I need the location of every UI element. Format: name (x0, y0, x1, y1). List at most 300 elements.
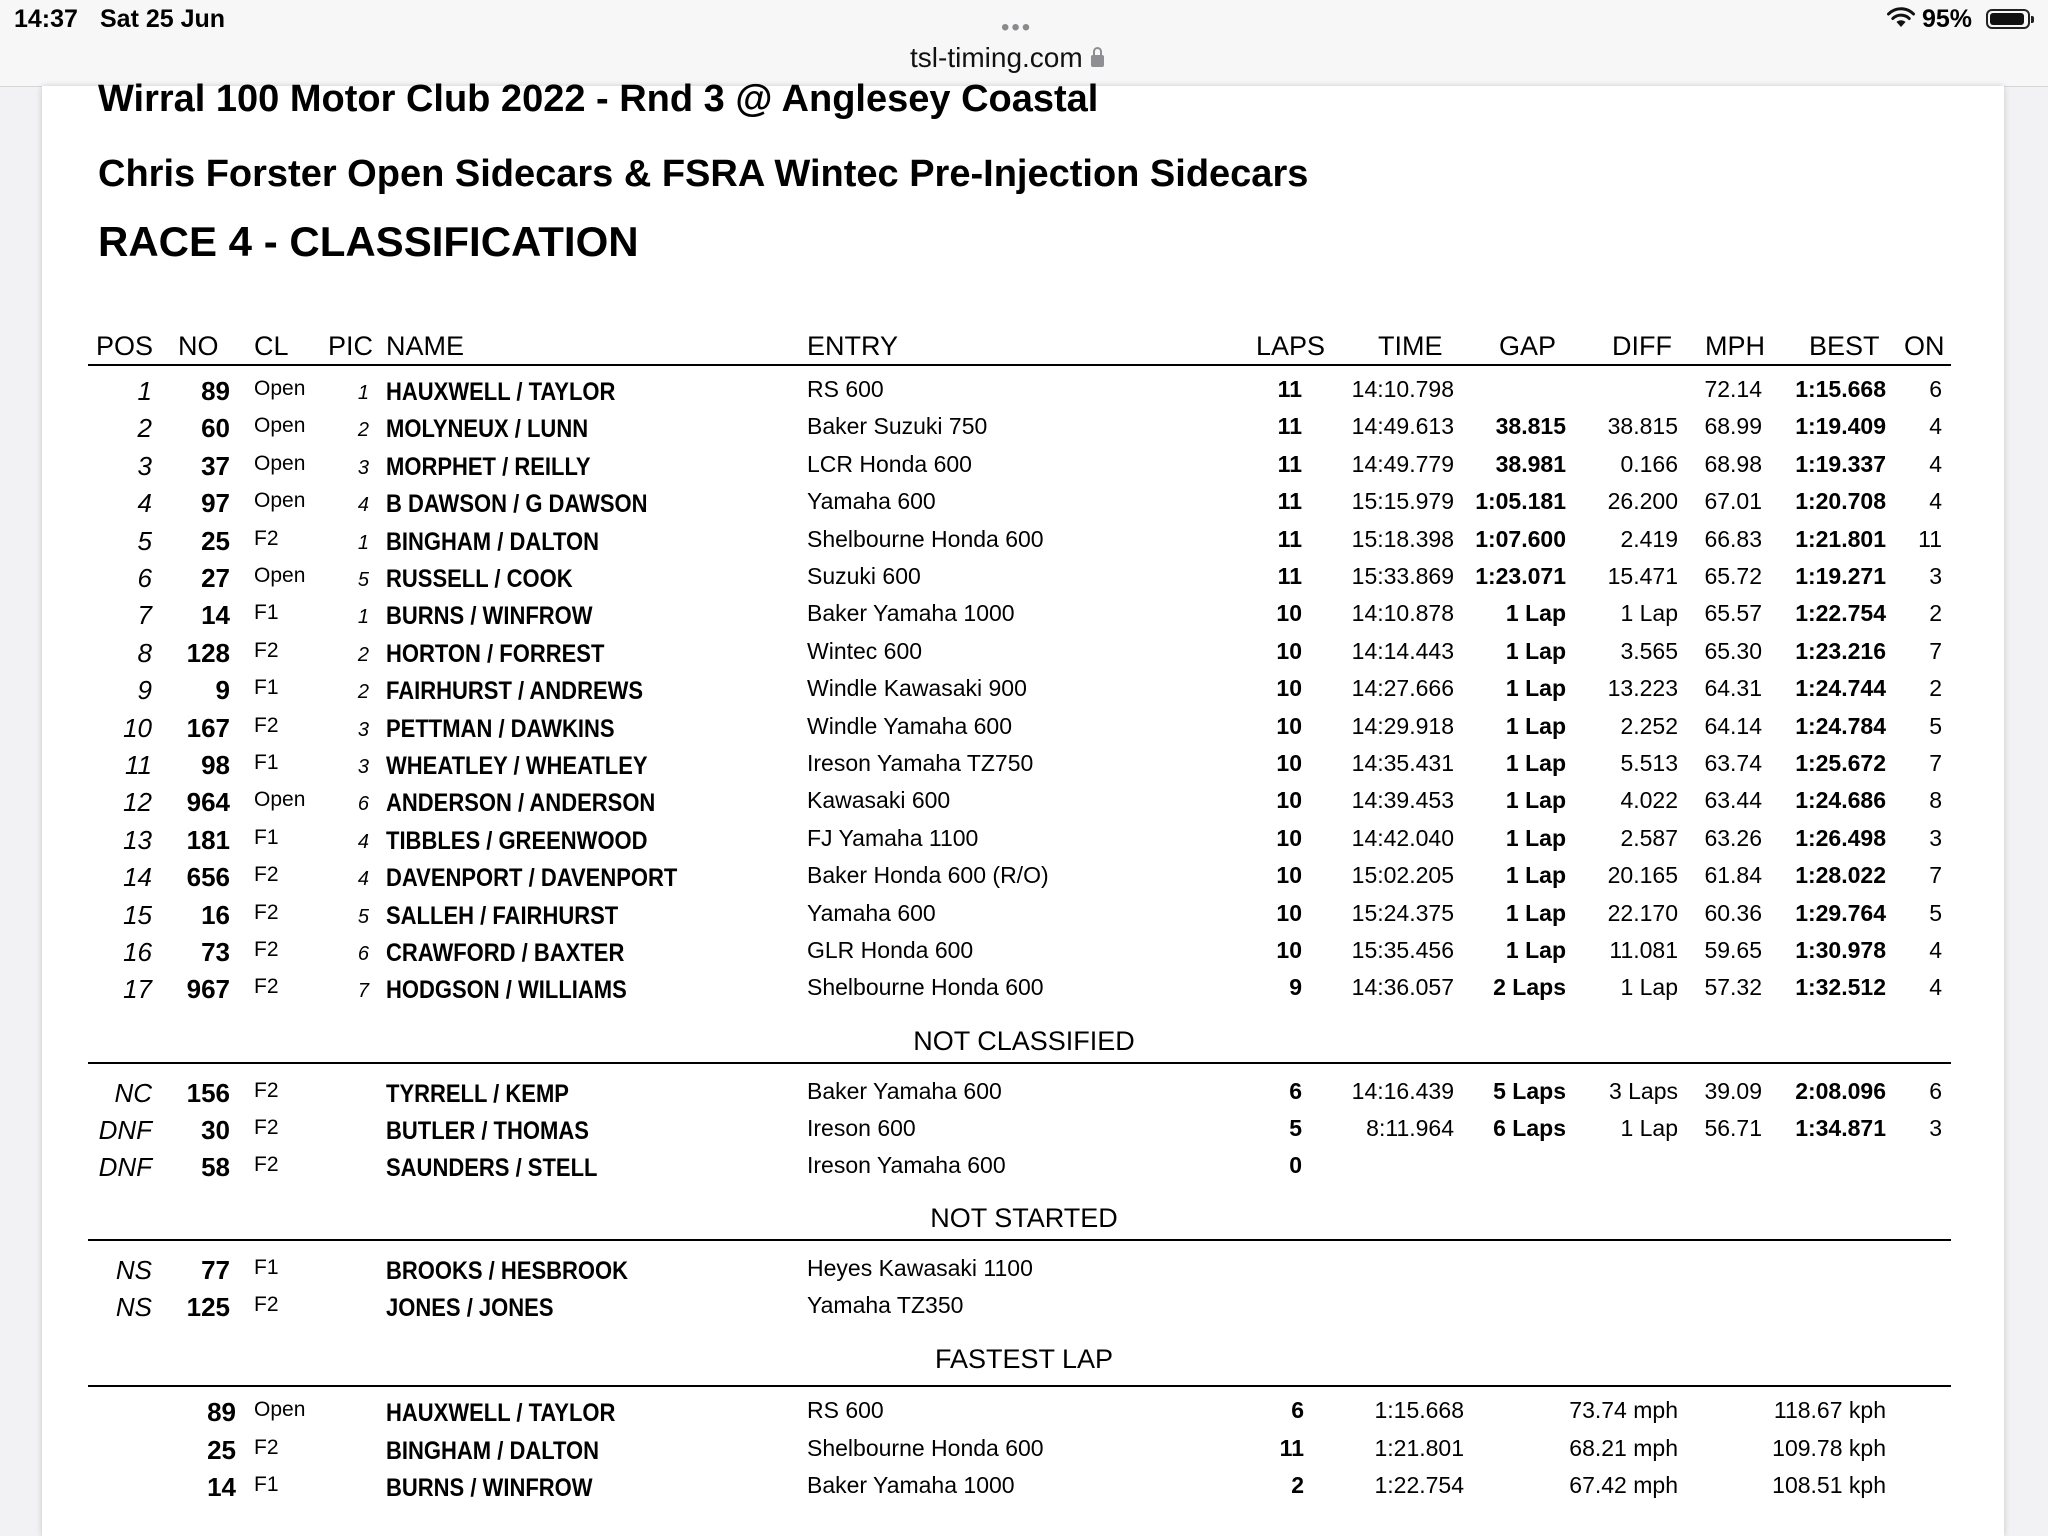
table-row (0, 713, 2048, 750)
cell-mph: 59.65 (1704, 937, 1762, 963)
cell-name: BUTLER / THOMAS (386, 1117, 589, 1146)
cell-time: 14:29.918 (1351, 712, 1454, 739)
cell-mph: 63.74 (1704, 750, 1762, 776)
cell-entry: Kawasaki 600 (807, 787, 951, 814)
cell-time: 14:42.040 (1351, 824, 1454, 851)
cell-on: 3 (1929, 563, 1942, 589)
cell-best: 1:30.978 (1795, 937, 1886, 963)
cell-pos: 5 (137, 525, 152, 556)
cell-cl: F2 (254, 638, 279, 662)
cell-pic: 4 (357, 830, 369, 853)
cell-entry: Ireson 600 (807, 1115, 916, 1142)
cell-best: 1:28.022 (1795, 862, 1886, 889)
url-text: tsl-timing.com (910, 42, 1083, 73)
col-header-best: BEST (1809, 331, 1880, 361)
cell-mph: 67.01 (1704, 488, 1762, 515)
cell-on: 4 (1929, 413, 1942, 440)
cell-mph: 64.31 (1704, 675, 1762, 702)
table-row (0, 563, 2048, 600)
cell-best: 1:19.271 (1795, 563, 1886, 589)
cell-mph: 39.09 (1704, 1078, 1762, 1104)
cell-no: 89 (201, 376, 230, 406)
cell-entry: GLR Honda 600 (807, 937, 974, 963)
table-row (0, 638, 2048, 675)
cell-pic: 3 (357, 756, 369, 778)
col-header-on: ON (1904, 331, 1945, 361)
cell-entry: Ireson Yamaha 600 (807, 1152, 1006, 1179)
cell-best: 1:15.668 (1795, 376, 1886, 402)
cell-mph: 65.30 (1704, 637, 1762, 664)
cell-pos: 3 (137, 450, 152, 481)
cell-mph: 63.26 (1704, 824, 1762, 851)
cell-diff: 5.513 (1620, 750, 1678, 776)
cell-mph: 65.57 (1704, 600, 1762, 627)
cell-cl: F1 (254, 825, 279, 849)
cell-laps: 10 (1276, 824, 1302, 851)
cell-on: 2 (1929, 675, 1942, 702)
table-row (0, 862, 2048, 899)
cell-best: 1:24.686 (1795, 787, 1886, 814)
battery-percent: 95% (1922, 5, 1973, 33)
status-date: Sat 25 Jun (100, 5, 226, 33)
cell-no: 656 (186, 862, 230, 893)
cell-name: DAVENPORT / DAVENPORT (386, 864, 678, 893)
cell-name: SALLEH / FAIRHURST (386, 901, 619, 930)
cell-on: 6 (1929, 376, 1942, 402)
cell-pos: 4 (137, 488, 152, 519)
cell-name: ANDERSON / ANDERSON (386, 789, 656, 818)
race-heading: RACE 4 - CLASSIFICATION (98, 218, 639, 265)
cell-entry: Wintec 600 (807, 637, 923, 664)
cell-name: SAUNDERS / STELL (386, 1154, 598, 1183)
cell-on: 7 (1929, 862, 1942, 889)
cell-time: 15:15.979 (1351, 488, 1454, 515)
cell-cl: F2 (254, 1153, 279, 1177)
cell-mph: 56.71 (1704, 1115, 1762, 1142)
cell-pic: 5 (357, 905, 369, 928)
cell-cl: Open (254, 377, 306, 400)
cell-time: 14:10.798 (1351, 376, 1454, 402)
cell-kph: 108.51 kph (1772, 1472, 1886, 1498)
section-fastest-lap: FASTEST LAP (934, 1344, 1114, 1374)
cell-on: 5 (1929, 712, 1942, 739)
cell-pos: NC (114, 1078, 152, 1108)
cell-time: 15:35.456 (1351, 937, 1454, 963)
cell-lap: 6 (1291, 1397, 1304, 1423)
cell-entry: Shelbourne Honda 600 (807, 974, 1044, 1001)
cell-pic: 1 (357, 382, 369, 404)
table-row (0, 413, 2048, 450)
cell-time: 15:33.869 (1351, 563, 1454, 589)
cell-diff: 1 Lap (1620, 1115, 1678, 1142)
section-not-classified: NOT CLASSIFIED (913, 1026, 1135, 1056)
cell-time: 15:18.398 (1351, 525, 1454, 552)
cell-no: 37 (201, 450, 230, 481)
cell-name: JONES / JONES (386, 1294, 554, 1322)
cell-on: 3 (1929, 1115, 1942, 1142)
not-started-rule (88, 1239, 1951, 1241)
cell-laps: 11 (1277, 450, 1302, 477)
cell-gap: 1 Lap (1505, 937, 1566, 963)
cell-gap: 1 Lap (1505, 750, 1566, 776)
cell-time: 14:27.666 (1351, 675, 1454, 702)
cell-time: 14:35.431 (1351, 750, 1454, 776)
header-rule (88, 364, 1951, 366)
cell-gap: 1:07.600 (1475, 525, 1566, 552)
cell-name: PETTMAN / DAWKINS (386, 714, 615, 743)
cell-pic: 4 (357, 868, 369, 891)
cell-time: 15:02.205 (1351, 862, 1454, 889)
cell-laps: 10 (1276, 637, 1302, 664)
status-time: 14:37 (14, 5, 78, 33)
cell-no: 181 (186, 824, 230, 855)
cell-on: 5 (1929, 899, 1942, 926)
cell-pos: 1 (137, 376, 152, 406)
cell-laps: 11 (1277, 525, 1302, 552)
cell-diff: 26.200 (1607, 488, 1678, 515)
cell-entry: Windle Kawasaki 900 (807, 675, 1027, 702)
cell-best: 1:24.744 (1795, 675, 1886, 702)
cell-pos: 11 (125, 750, 152, 780)
cell-cl: F2 (254, 1435, 279, 1459)
table-row (0, 1115, 2048, 1152)
cell-no: 58 (201, 1152, 230, 1183)
event-subtitle: Chris Forster Open Sidecars & FSRA Wintec Pre-Injection Sidecars (98, 153, 1309, 195)
cell-diff: 3.565 (1620, 637, 1678, 664)
cell-diff: 20.165 (1607, 862, 1678, 889)
table-row (0, 1292, 2048, 1329)
col-header-cl: CL (254, 331, 289, 361)
cell-best: 1:19.337 (1795, 450, 1886, 477)
cell-gap: 6 Laps (1493, 1115, 1566, 1142)
cell-gap: 38.815 (1495, 413, 1566, 440)
cell-mph: 68.99 (1704, 413, 1762, 440)
cell-time: 8:11.964 (1366, 1115, 1454, 1142)
cell-diff: 2.252 (1620, 712, 1678, 739)
cell-entry: LCR Honda 600 (807, 450, 972, 477)
cell-entry: RS 600 (807, 1397, 884, 1423)
cell-cl: Open (254, 788, 306, 812)
cell-entry: Yamaha TZ350 (807, 1292, 964, 1318)
table-row (0, 1255, 2048, 1292)
cell-time: 1:21.801 (1374, 1434, 1464, 1461)
cell-pos: 8 (137, 637, 152, 668)
cell-diff: 4.022 (1620, 787, 1678, 814)
cell-name: RUSSELL / COOK (386, 565, 573, 593)
cell-diff: 22.170 (1607, 899, 1678, 926)
cell-entry: Windle Yamaha 600 (807, 712, 1013, 739)
cell-time: 1:22.754 (1374, 1472, 1464, 1498)
cell-best: 2:08.096 (1795, 1078, 1886, 1104)
cell-lap: 11 (1279, 1434, 1304, 1461)
cell-name: BROOKS / HESBROOK (386, 1257, 629, 1285)
cell-kph: 118.67 kph (1773, 1397, 1886, 1423)
cell-pos: DNF (98, 1115, 152, 1146)
cell-pic: 2 (357, 681, 369, 704)
cell-laps: 10 (1276, 937, 1302, 963)
cell-cl: Open (254, 1398, 306, 1421)
cell-pos: 12 (123, 787, 152, 818)
cell-time: 14:16.439 (1351, 1078, 1454, 1104)
cell-no: 25 (201, 525, 230, 556)
cell-pic: 1 (357, 531, 369, 554)
cell-time: 14:14.443 (1351, 637, 1454, 664)
cell-no: 73 (201, 937, 230, 967)
cell-best: 1:23.216 (1795, 637, 1886, 664)
section-not-started: NOT STARTED (930, 1203, 1118, 1233)
cell-no: 9 (215, 675, 230, 706)
cell-diff: 2.587 (1620, 824, 1678, 851)
cell-on: 7 (1929, 750, 1942, 776)
table-row (0, 526, 2048, 563)
cell-entry: Yamaha 600 (807, 488, 936, 515)
cell-best: 1:24.784 (1795, 712, 1886, 739)
cell-pos: 17 (123, 974, 152, 1005)
cell-pic: 2 (357, 419, 369, 442)
cell-pic: 7 (357, 980, 369, 1003)
cell-best: 1:20.708 (1795, 488, 1886, 515)
table-row (0, 900, 2048, 937)
event-title: Wirral 100 Motor Club 2022 - Rnd 3 @ Anglesey Coastal (98, 78, 1099, 120)
cell-mph: 68.21 mph (1569, 1434, 1678, 1461)
cell-laps: 11 (1277, 376, 1302, 402)
cell-diff: 38.815 (1607, 413, 1678, 440)
cell-gap: 5 Laps (1493, 1078, 1566, 1104)
cell-diff: 13.223 (1607, 675, 1678, 702)
cell-on: 7 (1929, 637, 1942, 664)
cell-gap: 1 Lap (1505, 637, 1566, 664)
cell-mph: 61.84 (1704, 862, 1762, 889)
cell-laps: 10 (1276, 862, 1302, 889)
cell-pos: 6 (137, 563, 152, 593)
cell-entry: Yamaha 600 (807, 899, 936, 926)
cell-on: 4 (1929, 937, 1942, 963)
cell-cl: F2 (254, 938, 279, 961)
fastest-lap-row (0, 1472, 2048, 1509)
table-row (0, 974, 2048, 1011)
cell-pos: 13 (123, 824, 152, 855)
cell-name: MOLYNEUX / LUNN (386, 415, 589, 444)
cell-cl: F2 (254, 526, 279, 550)
cell-cl: F2 (254, 900, 279, 924)
cell-pos: NS (115, 1255, 152, 1285)
cell-pic: 2 (357, 643, 369, 666)
cell-laps: 11 (1277, 413, 1302, 440)
cell-no: 98 (201, 750, 230, 780)
cell-no: 77 (201, 1255, 230, 1285)
cell-cl: Open (254, 489, 306, 513)
cell-cl: Open (254, 564, 306, 587)
cell-diff: 1 Lap (1620, 974, 1678, 1001)
cell-name: BINGHAM / DALTON (386, 527, 600, 556)
cell-name: FAIRHURST / ANDREWS (386, 677, 644, 706)
cell-cl: Open (254, 451, 306, 475)
cell-best: 1:19.409 (1795, 413, 1886, 440)
col-header-no: NO (178, 331, 219, 361)
cell-cl: F2 (254, 863, 279, 887)
cell-mph: 67.42 mph (1569, 1472, 1678, 1498)
cell-cl: F2 (254, 975, 279, 999)
fastest-lap-row (0, 1435, 2048, 1472)
cell-laps: 0 (1289, 1152, 1302, 1179)
table-row (0, 376, 2048, 413)
cell-mph: 73.74 mph (1569, 1397, 1678, 1423)
cell-diff: 0.166 (1620, 450, 1678, 477)
cell-lap: 2 (1291, 1472, 1304, 1498)
cell-pic: 6 (357, 943, 369, 965)
cell-on: 2 (1929, 600, 1942, 627)
cell-name: TYRRELL / KEMP (386, 1080, 569, 1108)
cell-laps: 10 (1276, 600, 1302, 627)
cell-entry: Ireson Yamaha TZ750 (807, 750, 1034, 776)
cell-pic: 3 (357, 456, 369, 479)
cell-laps: 6 (1289, 1078, 1302, 1104)
cell-no: 156 (186, 1078, 230, 1108)
cell-entry: Suzuki 600 (807, 563, 921, 589)
col-header-name: NAME (386, 331, 465, 361)
cell-name: HAUXWELL / TAYLOR (386, 378, 616, 406)
cell-mph: 65.72 (1704, 563, 1762, 589)
cell-name: B DAWSON / G DAWSON (386, 490, 648, 519)
table-row (0, 451, 2048, 488)
cell-best: 1:29.764 (1795, 899, 1886, 926)
col-header-laps: LAPS (1256, 331, 1326, 361)
cell-time: 14:39.453 (1351, 787, 1454, 814)
cell-laps: 9 (1289, 974, 1302, 1001)
cell-entry: Baker Suzuki 750 (807, 413, 988, 440)
cell-best: 1:21.801 (1795, 525, 1886, 552)
col-header-entry: ENTRY (807, 331, 899, 361)
cell-name: MORPHET / REILLY (386, 452, 591, 481)
cell-no: 25 (207, 1434, 236, 1465)
cell-pos: 7 (137, 600, 152, 631)
cell-mph: 63.44 (1704, 787, 1762, 814)
cell-entry: Baker Yamaha 600 (807, 1078, 1002, 1104)
cell-gap: 1 Lap (1505, 675, 1566, 702)
col-header-time: TIME (1378, 331, 1443, 361)
cell-pic: 4 (357, 494, 369, 517)
cell-name: BURNS / WINFROW (386, 1474, 593, 1502)
cell-no: 60 (201, 413, 230, 444)
cell-name: TIBBLES / GREENWOOD (386, 826, 648, 855)
not-classified-rule (88, 1062, 1951, 1064)
cell-no: 967 (186, 974, 230, 1005)
col-header-pos: POS (96, 331, 154, 361)
cell-entry: Shelbourne Honda 600 (807, 525, 1044, 552)
col-header-gap: GAP (1499, 331, 1557, 361)
cell-cl: Open (254, 414, 306, 438)
cell-gap: 1 Lap (1505, 824, 1566, 851)
cell-gap: 1 Lap (1505, 712, 1566, 739)
cell-time: 1:15.668 (1374, 1397, 1464, 1423)
table-row (0, 675, 2048, 712)
cell-no: 27 (201, 563, 230, 593)
cell-laps: 11 (1277, 488, 1302, 515)
table-row (0, 600, 2048, 637)
cell-on: 8 (1929, 787, 1942, 814)
cell-no: 30 (201, 1115, 230, 1146)
cell-no: 14 (207, 1472, 236, 1502)
cell-pos: 15 (123, 899, 152, 930)
cell-best: 1:25.672 (1795, 750, 1886, 776)
cell-no: 125 (186, 1292, 230, 1322)
cell-pic: 6 (357, 793, 369, 816)
cell-laps: 10 (1276, 675, 1302, 702)
cell-no: 89 (207, 1397, 236, 1427)
cell-time: 14:49.613 (1351, 413, 1454, 440)
cell-diff: 15.471 (1607, 563, 1678, 589)
cell-laps: 10 (1276, 750, 1302, 776)
cell-gap: 38.981 (1495, 450, 1566, 477)
cell-gap: 1 Lap (1505, 787, 1566, 814)
cell-pos: 14 (123, 862, 152, 893)
cell-cl: F1 (254, 1473, 279, 1496)
cell-cl: F2 (254, 1116, 279, 1140)
col-header-diff: DIFF (1612, 331, 1672, 361)
fastest-lap-rule (88, 1385, 1951, 1387)
table-row (0, 1078, 2048, 1115)
cell-on: 11 (1918, 525, 1942, 552)
cell-gap: 1:05.181 (1475, 488, 1566, 515)
cell-pic: 3 (357, 718, 369, 741)
cell-diff: 3 Laps (1608, 1078, 1678, 1104)
cell-name: BURNS / WINFROW (386, 602, 593, 631)
cell-time: 14:36.057 (1351, 974, 1454, 1001)
cell-best: 1:26.498 (1795, 824, 1886, 851)
cell-entry: FJ Yamaha 1100 (807, 824, 979, 851)
cell-time: 14:10.878 (1351, 600, 1454, 627)
cell-cl: F2 (254, 1079, 279, 1102)
cell-entry: Baker Yamaha 1000 (807, 1472, 1015, 1498)
cell-no: 97 (201, 488, 230, 519)
cell-mph: 64.14 (1704, 712, 1762, 739)
cell-pos: 2 (137, 413, 152, 444)
cell-diff: 2.419 (1620, 525, 1678, 552)
cell-diff: 11.081 (1609, 937, 1678, 963)
cell-pos: 10 (123, 712, 152, 743)
cell-mph: 66.83 (1704, 525, 1762, 552)
cell-laps: 10 (1276, 899, 1302, 926)
cell-pos: 9 (137, 675, 152, 706)
cell-mph: 68.98 (1704, 450, 1762, 477)
cell-on: 3 (1929, 824, 1942, 851)
cell-on: 6 (1929, 1078, 1942, 1104)
cell-kph: 109.78 kph (1772, 1434, 1886, 1461)
cell-no: 167 (186, 712, 230, 743)
cell-cl: F1 (254, 1256, 279, 1279)
cell-gap: 1:23.071 (1475, 563, 1566, 589)
cell-laps: 5 (1289, 1115, 1302, 1142)
cell-mph: 60.36 (1704, 899, 1762, 926)
cell-no: 16 (201, 899, 230, 930)
cell-laps: 10 (1276, 712, 1302, 739)
cell-name: HORTON / FORREST (386, 639, 605, 668)
cell-gap: 2 Laps (1493, 974, 1566, 1001)
cell-name: CRAWFORD / BAXTER (386, 939, 625, 967)
cell-on: 4 (1929, 974, 1942, 1001)
cell-cl: F1 (254, 601, 279, 625)
cell-mph: 57.32 (1704, 974, 1762, 1001)
cell-entry: Baker Honda 600 (R/O) (807, 862, 1049, 889)
cell-laps: 10 (1276, 787, 1302, 814)
cell-gap: 1 Lap (1505, 600, 1566, 627)
more-dots-icon[interactable]: ••• (1001, 14, 1033, 41)
table-row (0, 825, 2048, 862)
cell-name: WHEATLEY / WHEATLEY (386, 752, 648, 780)
col-header-pic: PIC (328, 331, 374, 361)
cell-diff: 1 Lap (1620, 600, 1678, 627)
cell-entry: Baker Yamaha 1000 (807, 600, 1015, 627)
